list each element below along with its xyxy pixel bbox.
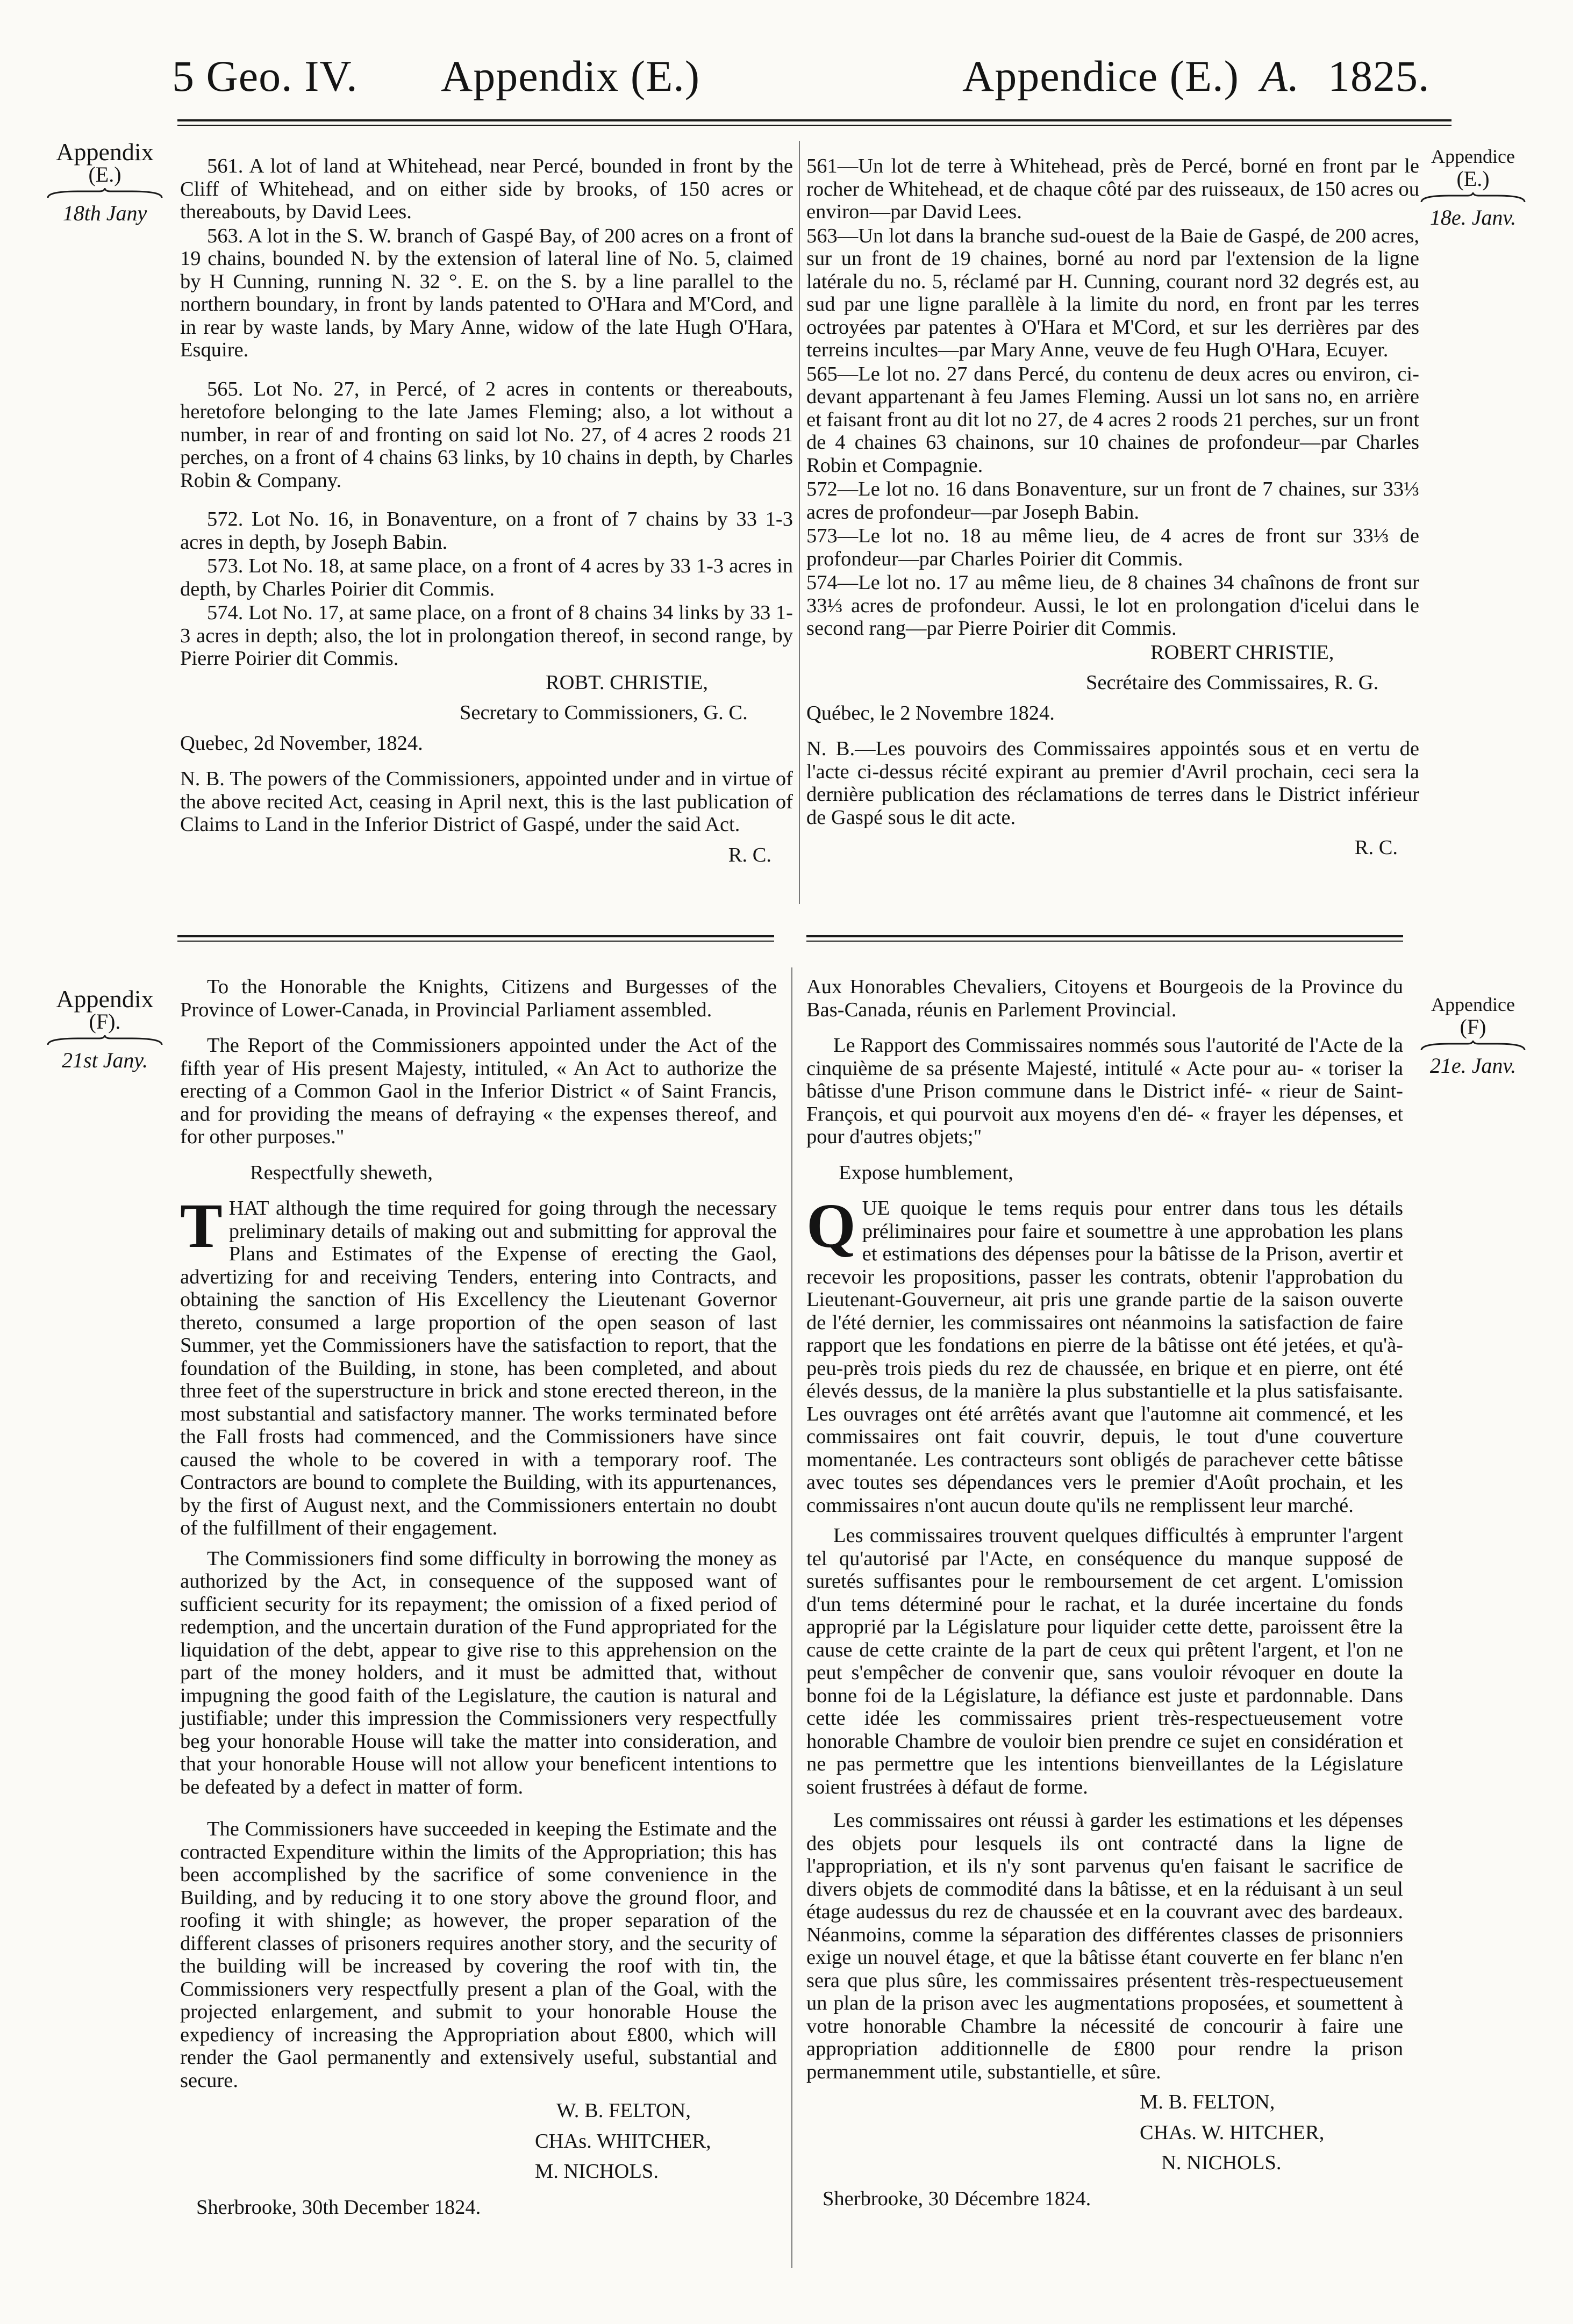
report-intro-english: The Report of the Commissioners appointed under the Act of the fifth year of His present Majesty, intituled, « An Act to authorize the erecting of a Common Gaol in the Inferior District « of Saint Francis, and for providing the means of defraying « the expenses thereof, and for other purposes." [180, 1034, 777, 1148]
claim-561-french: 561—Un lot de terre à Whitehead, près de Percé, borné en front par le rocher de Whitehead, et de chaque côté par des ruisseaux, de 150 acres ou environ—par David Lees. [806, 155, 1419, 223]
margin-brace-icon [46, 188, 164, 200]
signer-3-english: M. NICHOLS. [535, 2160, 659, 2183]
report-paragraph-1-english [180, 1190, 777, 1540]
margin-date: 21e. Janv. [1429, 1053, 1517, 1078]
margin-date: 18th Jany [62, 201, 147, 225]
signer-2-english: CHAs. WHITCHER, [535, 2129, 711, 2153]
dateline-f-french: Sherbrooke, 30 Décembre 1824. [823, 2187, 1091, 2210]
report-paragraph-3-french: Les commissaires ont réussi à garder les estimations et les dépenses des objets pour lesquels ils ont contracté dans la ligne de l'appropriation, et ils n'y sont parvenus qu'en faisant le sacrifice de divers objets de commodité dans la bâtisse, et en la réduisant à un seul étage audessus du rez de chaussée et en la couvrant avec des bardeaux. Néanmoins, comme la séparation des différentes classes de prisonniers exige un nouvel étage, et que la bâtisse étant couverte en fer blanc n'en sera que plus sûre, les commissaires présentent très-respectueusement un plan de la prison avec les augmentations proposées, et soumettent à votre honorable Chambre la nécessité de concourir à faire une appropriation additionnelle de £800 pour rendre la prison permanemment utile, substantielle, et sûre. [806, 1809, 1403, 2083]
signature-name-english: ROBT. CHRISTIE, [546, 671, 708, 694]
signer-1-french: M. B. FELTON, [1140, 2091, 1275, 2113]
section-e-english-column [180, 155, 793, 866]
margin-date: 21st Jany. [62, 1048, 148, 1072]
dateline-french: Québec, le 2 Novembre 1824. [806, 701, 1055, 725]
margin-note-e-left [46, 138, 164, 225]
header-right-year: 1825. [1328, 52, 1430, 101]
margin-note-e-right [1419, 145, 1527, 229]
signer-2-french: CHAs. W. HITCHER, [1140, 2121, 1325, 2144]
claim-573-french: 573—Le lot no. 18 au même lieu, de 4 acres de front sur 33⅓ de profondeur—par Charles Poirier dit Commis. [806, 525, 1419, 570]
margin-appendix-label: Appendix [56, 985, 154, 1013]
header-rule-left [177, 119, 833, 121]
header-left-title: Appendix (E.) [441, 52, 700, 101]
column-rule-e [799, 141, 800, 904]
initials-english: R. C. [728, 843, 771, 866]
address-english: To the Honorable the Knights, Citizens and Burgesses of the Province of Lower-Canada, in Provincial Parliament assembled. [180, 975, 777, 1021]
section-separator-left-thin [177, 941, 774, 942]
margin-appendix-label: Appendice [1431, 994, 1515, 1015]
initials-french: R. C. [1354, 836, 1398, 859]
margin-appendix-letter: (F). [89, 1009, 121, 1034]
margin-brace-icon [1419, 192, 1527, 204]
claim-563-french: 563—Un lot dans la branche sud-ouest de la Baie de Gaspé, de 200 acres, sur un front de 19 chaines, borné au nord par l'extension de la ligne latérale du no. 5, réclamé par H. Cunning, courant nord 32 degrés est, au sud par une ligne parallèle à la limite du nord, en front par les terres octroyées par patentes à O'Hara et M'Cord, et sur les derrières par des terreins incultes—par Mary Anne, veuve de feu Hugh O'Hara, Ecuyer. [806, 224, 1419, 361]
claim-565-french: 565—Le lot no. 27 dans Percé, du contenu de deux acres ou environ, ci-devant appartenant à feu James Fleming. Aussi un lot sans no, en arrière et faisant front au dit lot no 27, de 4 acres 2 roods 21 perches, sur un front de 4 chaines 63 chainons, sur 10 chaines de profondeur—par Charles Robin et Compagnie. [806, 362, 1419, 477]
signature-title-english: Secretary to Commissioners, G. C. [460, 701, 748, 724]
claim-574-french: 574—Le lot no. 17 au même lieu, de 8 chaines 34 chaînons de front sur 33⅓ acres de profondeur. Aussi, le lot en prolongation d'icelui dans le second rang—par Pierre Poirier dit Commis. [806, 571, 1419, 640]
claim-574-english: 574. Lot No. 17, at same place, on a front of 8 chains 34 links by 33 1-3 acres in depth; also, the lot in prolongation thereof, in second range, by Pierre Poirier dit Commis. [180, 601, 793, 670]
header-right-year-letter: A. [1261, 52, 1300, 101]
drop-cap: Q [806, 1190, 856, 1261]
report-paragraph-2-french: Les commissaires trouvent quelques difficultés à emprunter l'argent tel qu'autorisé par l'Acte, en conséquence du manque supposé de suretés suffisantes pour le remboursement de cet argent. L'omission d'un tems déterminé pour le rachat, et la durée incertaine du fonds approprié par la Législature pour liquider cette dette, paroissent être la cause de cette crainte de la part de ceux qui prêtent l'argent, et l'on ne peut s'empêcher de convenir que, sans vouloir révoquer en doute la bonne foi de la Législature, la défiance est juste et pardonnable. Dans cette idée les commissaires prient très-respectueusement votre honorable Chambre de vouloir bien prendre ce sujet en considération et ne pas permettre que les intentions bienveillantes de la Législature soient frustrées à défaut de forme. [806, 1524, 1403, 1798]
report-paragraph-1-english-text: HAT although the time required for going through the necessary preliminary details of making out and submitting for approval the Plans and Estimates of the Expense of erecting the Gaol, advertizing for and receiving Tenders, entering into Contracts, and obtaining the sanction of His Excellency the Lieutenant Governor thereto, consumed a large proportion of the open season of last Summer, yet the Commissioners have the satisfaction to report, that the foundation of the Building, in stone, has been completed, and about three feet of the superstructure in brick and stone erected thereon, in the most substantial and satisfactory manner. The works terminated before the Fall frosts had commenced, and the Commissioners have since caused the whole to be covered in with a temporary roof. The Contractors are bound to complete the Building, with its appurtenances, by the first of August next, and the Commissioners entertain no doubt of the fulfillment of their engagement. [180, 1197, 777, 1539]
section-separator-right [806, 935, 1403, 937]
header-rule-right [806, 119, 1452, 121]
header-right-title: Appendice (E.) [962, 52, 1239, 101]
dateline-f-english: Sherbrooke, 30th December 1824. [196, 2196, 481, 2219]
drop-cap: T [180, 1190, 223, 1261]
margin-note-f-left [46, 985, 164, 1072]
signature-name-french: ROBERT CHRISTIE, [1150, 641, 1334, 664]
report-paragraph-1-french [806, 1190, 1403, 1517]
claim-565-english: 565. Lot No. 27, in Percé, of 2 acres in contents or thereabouts, heretofore belonging to the late James Fleming; also, a lot without a number, in rear of and fronting on said lot No. 27, of 4 acres 2 roods 21 perches, on a front of 4 chains 63 links, by 10 chains in depth, by Charles Robin & Company. [180, 377, 793, 492]
claim-563-english: 563. A lot in the S. W. branch of Gaspé Bay, of 200 acres on a front of 19 chains, bounded N. by the extension of lateral line of No. 5, claimed by H Cunning, running N. 32 °. E. on the S. by a line parallel to the northern boundary, in front by lands patented to O'Hara and M'Cord, and in rear by waste lands, by Mary Anne, widow of the late Hugh O'Hara, Esquire. [180, 224, 793, 361]
report-paragraph-1-french-text: UE quoique le tems requis pour entrer dans tous les détails préliminaires pour faire et soumettre à une approbation les plans et estimations des dépenses pour la bâtisse de la Prison, avertir et recevoir les propositions, passer les contrats, obtenir l'approbation du Lieutenant-Gouverneur, ait pris une grande partie de la saison ouverte de l'été dernier, les commissaires ont néanmoins la satisfaction de faire rapport que les fondations en pierre de la bâtisse ont été jetées, et qu'à-peu-près trois pieds du rez de chaussée, en brique et en pierre, ont été élevés dessus, de la manière la plus substantielle et la plus satisfaisante. Les ouvrages ont été arrêtés avant que l'automne ait commencé, et les commissaires ont fait couvrir, depuis, le tout d'une couverture momentanée. Les contracteurs sont obligés de parachever cette bâtisse avec toutes ses dépendances vers le premier d'Août prochain, et les commissaires n'ont aucun doute qu'ils ne remplissent leur marché. [806, 1197, 1403, 1517]
claim-572-english: 572. Lot No. 16, in Bonaventure, on a front of 7 chains by 33 1-3 acres in depth, by Joseph Babin. [180, 508, 793, 554]
salutation-french: Expose humblement, [839, 1161, 1014, 1184]
header-rule-left-thin [177, 125, 833, 126]
section-f-english-column [180, 975, 777, 2219]
signer-1-english: W. B. FELTON, [556, 2099, 691, 2122]
margin-brace-icon [1419, 1041, 1527, 1052]
section-separator-left [177, 935, 774, 937]
signer-3-french: N. NICHOLS. [1161, 2151, 1282, 2174]
nota-bene-english: N. B. The powers of the Commissioners, appointed under and in virtue of the above recited Act, ceasing in April next, this is the last publication of Claims to Land in the Inferior District of Gaspé, under the said Act. [180, 768, 793, 836]
nota-bene-french: N. B.—Les pouvoirs des Commissaires appointés sous et en vertu de l'acte ci-dessus récité expirant au premier d'Avril prochain, ceci sera la dernière publication des réclamations de terres dans le District inférieur de Gaspé sous le dit acte. [806, 737, 1419, 829]
report-paragraph-3-english: The Commissioners have succeeded in keeping the Estimate and the contracted Expenditure within the limits of the Appropriation; this has been accomplished by the sacrifice of some convenience in the Building, and by reducing it to one story above the ground floor, and roofing it with shingle; as however, the proper separation of the different classes of prisoners requires another story, and the security of the building will be increased by covering the roof with tin, the Commissioners very respectfully present a plan of the Goal, with the projected enlargement, and submit to your honorable House the expediency of increasing the Appropriation about £800, which will render the Gaol permanently and extensively useful, substantial and secure. [180, 1818, 777, 2092]
column-rule-f [791, 967, 792, 2268]
header-rule-right-thin [806, 125, 1452, 126]
margin-note-f-right [1419, 993, 1527, 1077]
claim-561-english: 561. A lot of land at Whitehead, near Percé, bounded in front by the Cliff of Whitehead, and on either side by brooks, of 150 acres or thereabouts, by David Lees. [180, 155, 793, 223]
margin-date: 18e. Janv. [1429, 205, 1517, 229]
dateline-english: Quebec, 2d November, 1824. [180, 731, 423, 755]
margin-appendix-label: Appendix [56, 138, 154, 166]
claim-572-french: 572—Le lot no. 16 dans Bonaventure, sur un front de 7 chaines, sur 33⅓ acres de profondeur—par Joseph Babin. [806, 478, 1419, 523]
salutation-english: Respectfully sheweth, [250, 1161, 433, 1184]
margin-appendix-letter: (E.) [88, 162, 121, 187]
report-intro-french: Le Rapport des Commissaires nommés sous l'autorité de l'Acte de la cinquième de sa présente Majesté, intitulé « Acte pour au- « toriser la bâtisse d'une Prison commune dans le District infé- « rieur de Saint-François, et qui pourvoit aux moyens d'en dé- « frayer les dépenses, et pour d'autres objets;" [806, 1034, 1403, 1148]
section-f-french-column [806, 975, 1403, 2210]
signature-title-french: Secrétaire des Commissaires, R. G. [1086, 671, 1379, 694]
margin-appendix-letter: (F) [1460, 1015, 1486, 1039]
address-french: Aux Honorables Chevaliers, Citoyens et Bourgeois de la Province du Bas-Canada, réunis en Parlement Provincial. [806, 975, 1403, 1021]
section-e-french-column [806, 155, 1419, 859]
margin-appendix-label: Appendice [1431, 146, 1515, 167]
claim-573-english: 573. Lot No. 18, at same place, on a front of 4 acres by 33 1-3 acres in depth, by Charles Poirier dit Commis. [180, 555, 793, 600]
section-separator-right-thin [806, 941, 1403, 942]
margin-brace-icon [46, 1035, 164, 1047]
margin-appendix-letter: (E.) [1456, 167, 1490, 191]
header-left-session: 5 Geo. IV. [172, 52, 358, 101]
report-paragraph-2-english: The Commissioners find some difficulty in borrowing the money as authorized by the Act, in consequence of the supposed want of sufficient security for its repayment; the omission of a fixed period of redemption, and the uncertain duration of the Fund appropriated for the liquidation of the debt, appear to give rise to this apprehension on the part of the money holders, and it must be admitted that, without impugning the good faith of the Legislature, the caution is natural and justifiable; under this impression the Commissioners very respectfully beg your honorable House will take the matter into consideration, and that your honorable House will not allow your beneficent intentions to be defeated by a defect in matter of form. [180, 1547, 777, 1798]
